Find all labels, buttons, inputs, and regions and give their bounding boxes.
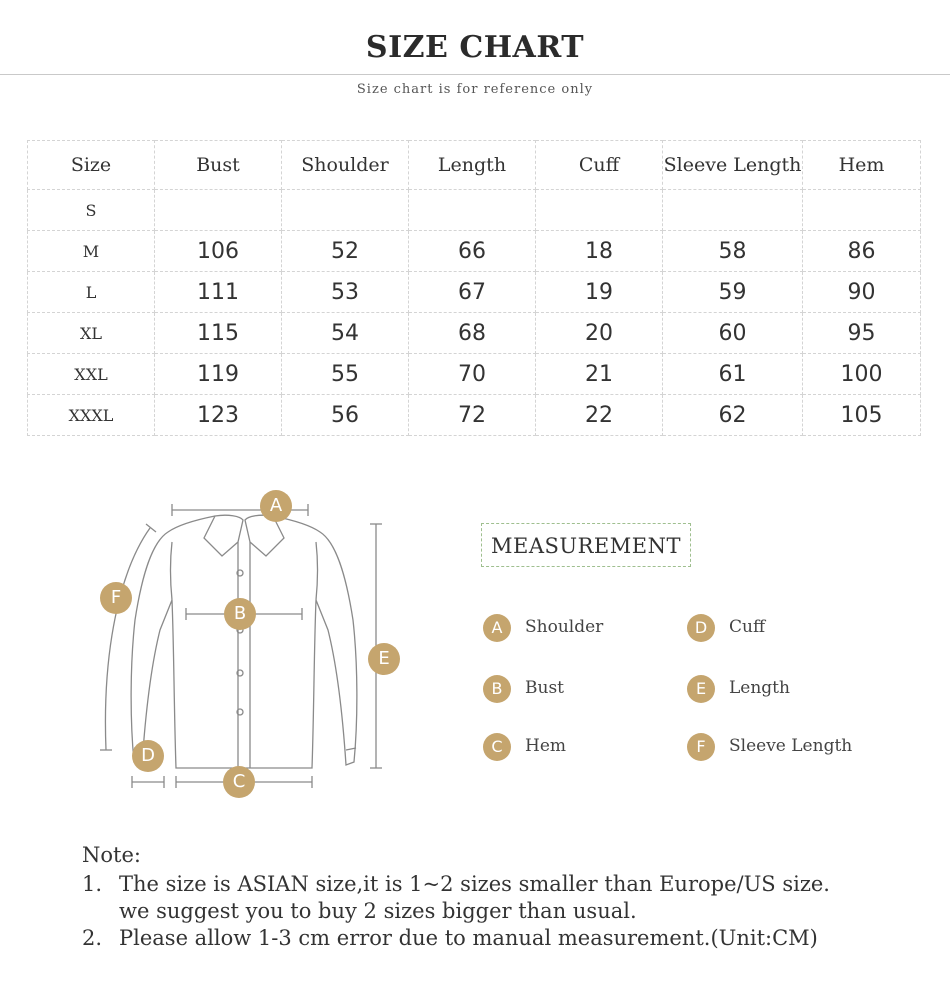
table-cell (663, 190, 803, 231)
table-cell (155, 190, 282, 231)
table-cell: 106 (155, 231, 282, 272)
marker-d-badge: D (132, 740, 164, 772)
marker-b-badge: B (224, 598, 256, 630)
legend-label: Hem (525, 736, 567, 756)
table-cell (282, 190, 409, 231)
legend-label: Length (729, 678, 790, 698)
marker-e-badge: E (368, 643, 400, 675)
table-header-row (28, 141, 921, 190)
note-text: Please allow 1-3 cm error due to manual measurement.(Unit:CM) (119, 926, 818, 950)
notes-section (82, 842, 922, 952)
letter-badge: A (483, 614, 511, 642)
table-cell: 72 (409, 395, 536, 436)
note-number: 2. (82, 926, 103, 950)
table-cell: 59 (663, 272, 803, 313)
letter-badge: B (483, 675, 511, 703)
table-cell: 61 (663, 354, 803, 395)
table-row (28, 313, 921, 354)
table-cell: 90 (803, 272, 921, 313)
marker-a-badge: A (260, 490, 292, 522)
page-subtitle: Size chart is for reference only (356, 82, 594, 97)
table-cell: 18 (536, 231, 663, 272)
note-text-continued: we suggest you to buy 2 sizes bigger than usual. (119, 899, 637, 923)
table-cell: 95 (803, 313, 921, 354)
column-header: Size (28, 141, 155, 190)
table-cell: 20 (536, 313, 663, 354)
table-cell: 53 (282, 272, 409, 313)
table-cell: 60 (663, 313, 803, 354)
legend-label: Sleeve Length (729, 736, 853, 756)
column-header: Hem (803, 141, 921, 190)
table-cell: 70 (409, 354, 536, 395)
note-text: The size is ASIAN size,it is 1~2 sizes smaller than Europe/US size. (119, 872, 830, 896)
column-header: Shoulder (282, 141, 409, 190)
letter-badge: D (687, 614, 715, 642)
size-cell: XXXL (28, 395, 155, 436)
column-header: Bust (155, 141, 282, 190)
shirt-diagram (90, 480, 420, 810)
table-cell: 100 (803, 354, 921, 395)
table-cell: 68 (409, 313, 536, 354)
size-cell: XL (28, 313, 155, 354)
table-cell: 119 (155, 354, 282, 395)
legend-label: Shoulder (525, 617, 604, 637)
table-cell: 55 (282, 354, 409, 395)
letter-badge: C (483, 733, 511, 761)
table-cell: 115 (155, 313, 282, 354)
table-cell: 62 (663, 395, 803, 436)
title-divider (0, 74, 950, 75)
table-row (28, 190, 921, 231)
table-cell: 21 (536, 354, 663, 395)
size-table (27, 140, 921, 436)
table-cell: 54 (282, 313, 409, 354)
notes-title: Note: (82, 843, 141, 867)
note-item (82, 925, 922, 952)
table-cell: 66 (409, 231, 536, 272)
table-cell: 56 (282, 395, 409, 436)
size-cell: M (28, 231, 155, 272)
column-header: Sleeve Length (663, 141, 803, 190)
measurement-heading: MEASUREMENT (481, 523, 691, 567)
size-cell: XXL (28, 354, 155, 395)
table-cell (536, 190, 663, 231)
table-cell (409, 190, 536, 231)
column-header: Length (409, 141, 536, 190)
table-cell: 86 (803, 231, 921, 272)
table-cell (803, 190, 921, 231)
table-cell: 105 (803, 395, 921, 436)
table-cell: 67 (409, 272, 536, 313)
legend-label: Cuff (729, 617, 766, 637)
table-row (28, 395, 921, 436)
table-cell: 19 (536, 272, 663, 313)
size-cell: S (28, 190, 155, 231)
page-title: SIZE CHART (365, 30, 585, 65)
table-cell: 52 (282, 231, 409, 272)
table-cell: 58 (663, 231, 803, 272)
table-cell: 22 (536, 395, 663, 436)
column-header: Cuff (536, 141, 663, 190)
marker-f-badge: F (100, 582, 132, 614)
table-cell: 111 (155, 272, 282, 313)
table-cell: 123 (155, 395, 282, 436)
marker-c-badge: C (223, 766, 255, 798)
letter-badge: E (687, 675, 715, 703)
table-row (28, 354, 921, 395)
note-item (82, 871, 922, 925)
table-row (28, 272, 921, 313)
legend-label: Bust (525, 678, 564, 698)
letter-badge: F (687, 733, 715, 761)
table-row (28, 231, 921, 272)
note-number: 1. (82, 872, 103, 896)
size-cell: L (28, 272, 155, 313)
